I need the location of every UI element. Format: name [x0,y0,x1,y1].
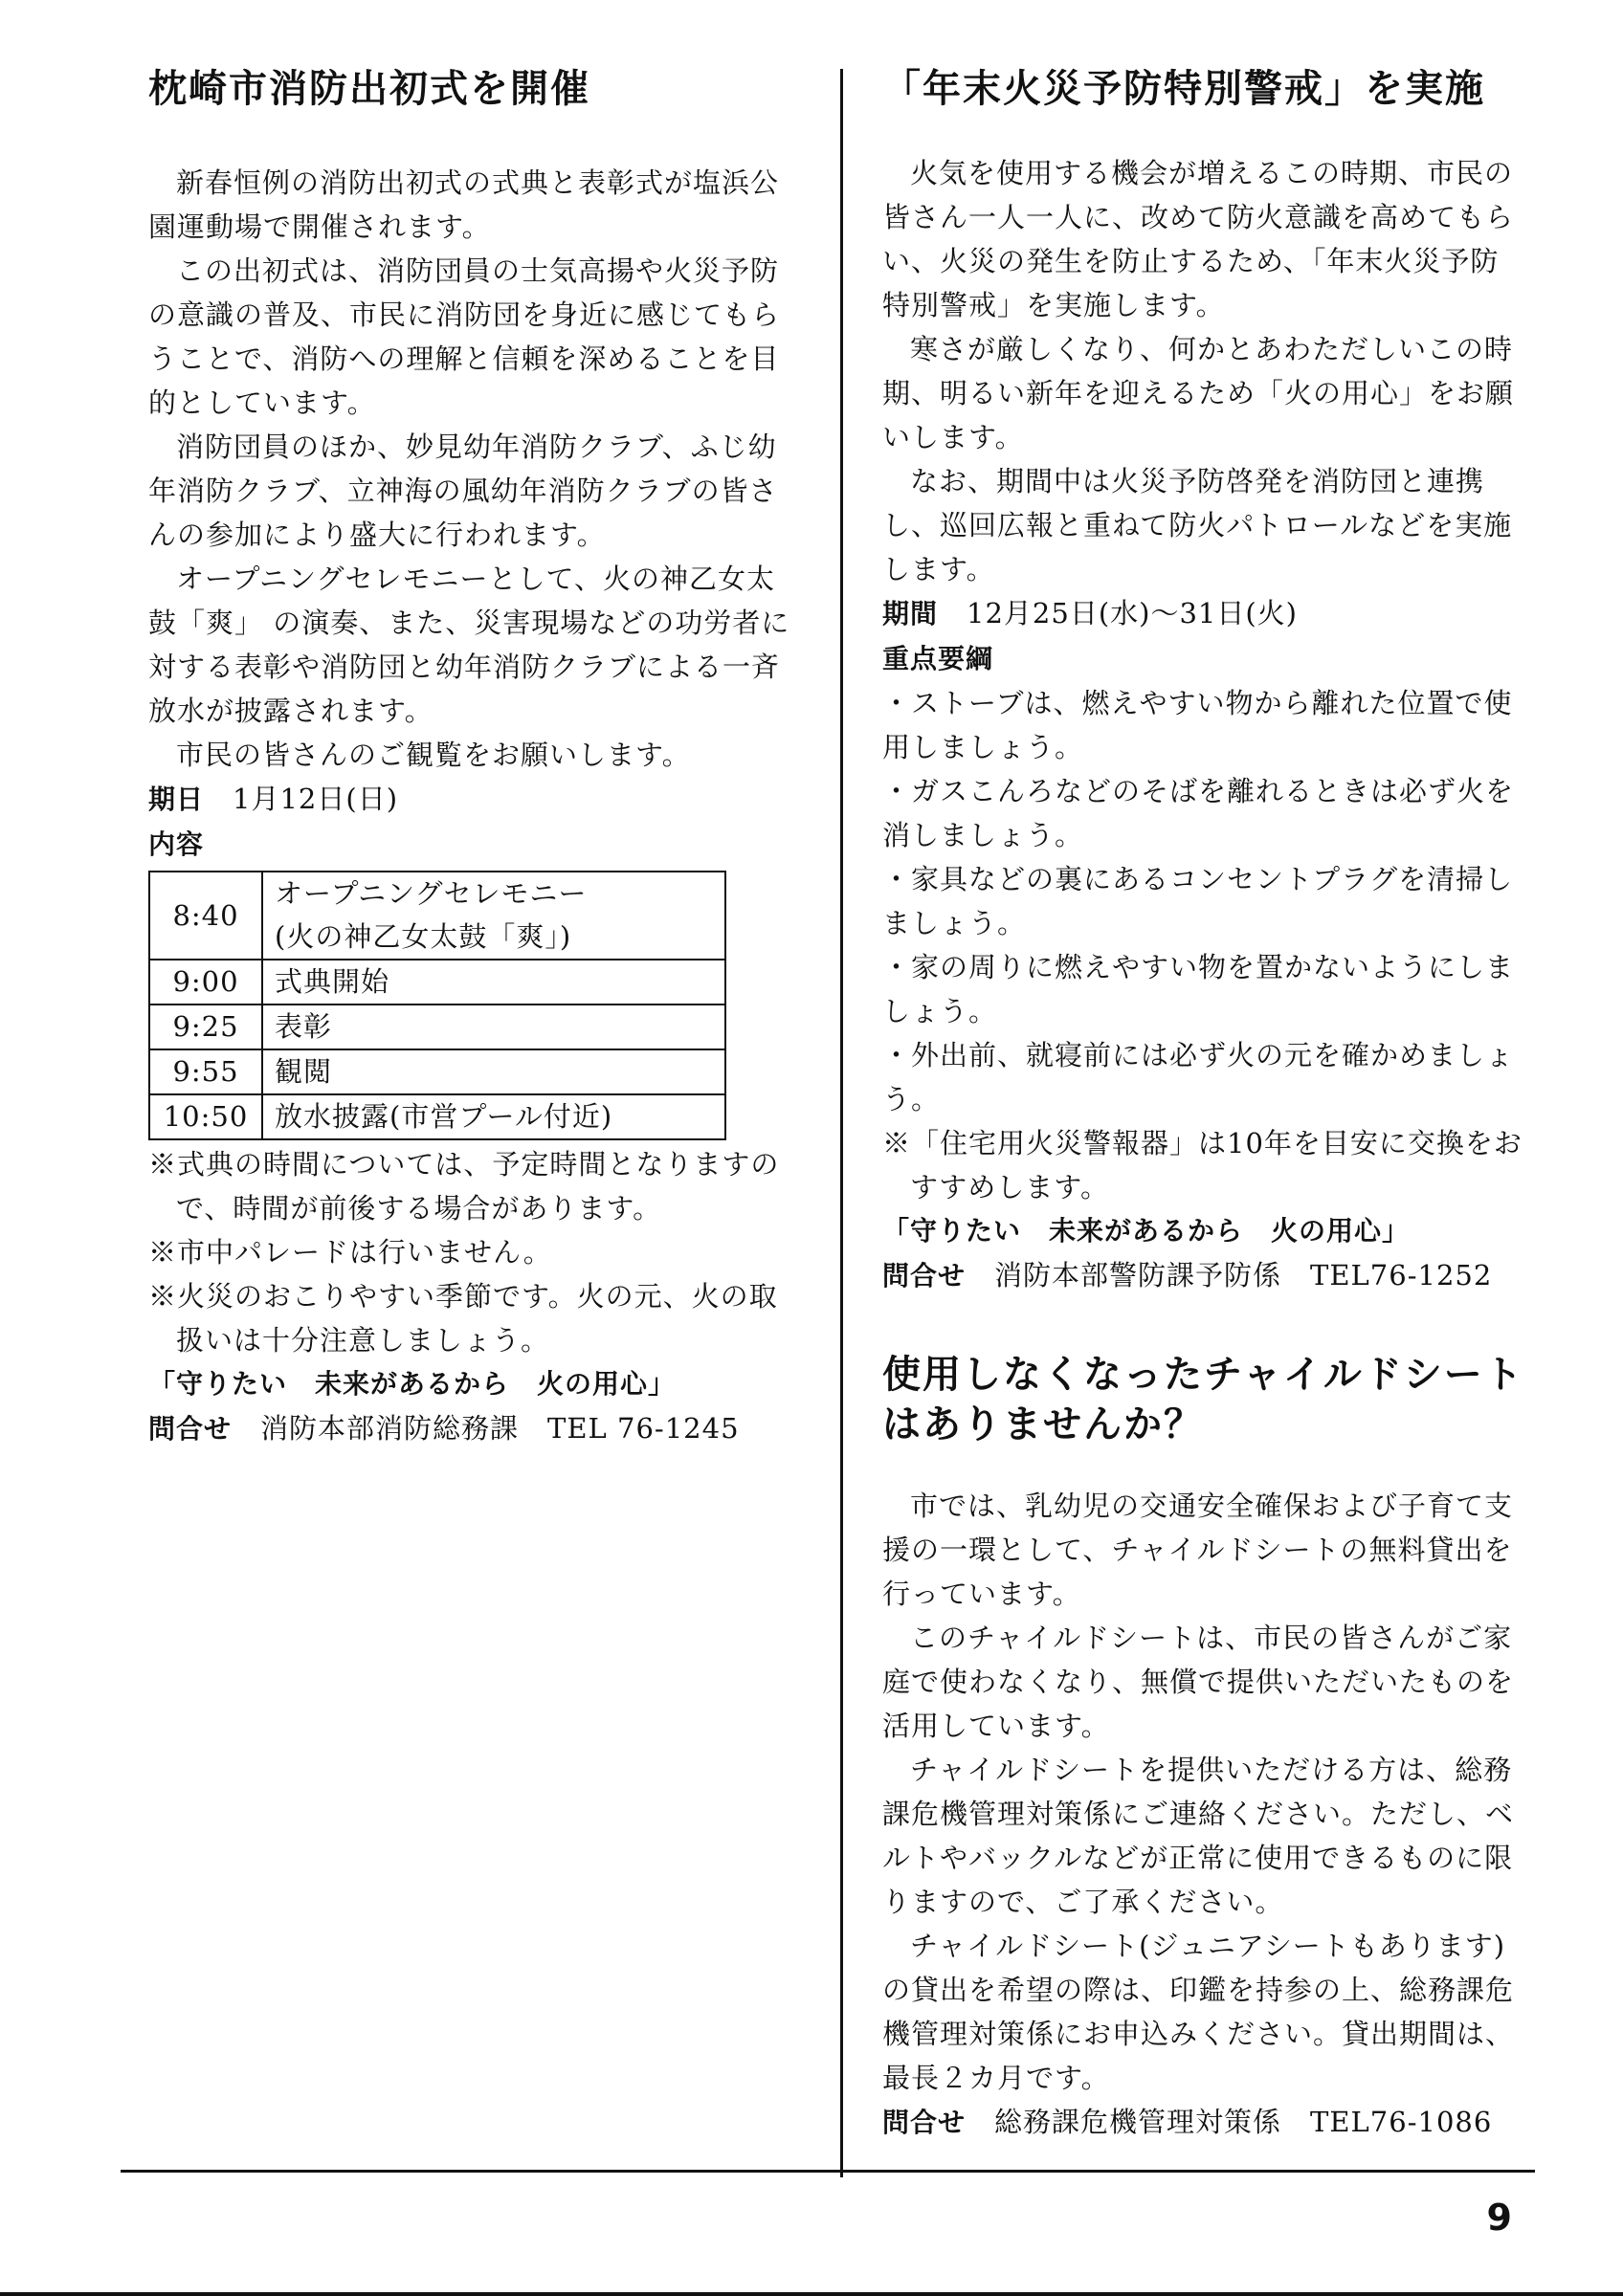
note: ※火災のおこりやすい季節です。火の元、火の取扱いは十分注意しましょう。 [148,1280,778,1357]
article-title-child-seat [882,1350,1525,1449]
note: ※市中パレードは行いません。 [148,1236,552,1269]
contact-row [882,1253,1525,1298]
date-row [148,777,799,822]
schedule-item [262,872,725,960]
list-item: ・家具などの裏にあるコンセントプラグを清掃しましょう。 [882,863,1514,939]
date-value: 1月12日(日) [233,783,399,815]
schedule-time: 9:55 [149,1049,262,1094]
article-title-dezomeshiki: 枕崎市消防出初式を開催 [148,67,590,111]
period-row [882,591,1525,636]
list-item: ・ストーブは、燃えやすい物から離れた位置で使用しましょう。 [882,687,1513,763]
schedule-time: 9:25 [149,1004,262,1049]
paragraph: 新春恒例の消防出初式の式典と表彰式が塩浜公園運動場で開催されます。 [148,166,780,243]
paragraph: 寒さが厳しくなり、何かとあわただしいこの時期、明るい新年を迎えるため「火の用心」をお願いします。 [882,333,1515,453]
column-divider [840,69,843,2177]
paragraph: 市民の皆さんのご観覧をお願いします。 [176,739,691,771]
list-item: ・外出前、就寝前には必ず火の元を確かめましょう。 [882,1039,1515,1115]
contact-label: 問合せ [148,1413,233,1445]
paragraph: この出初式は、消防団員の士気高揚や火災予防の意識の普及、市民に消防団を身近に感じてもらうことで、消防への理解と信頼を深めることを目的としています。 [148,254,781,419]
contact-label: 問合せ [882,1260,967,1292]
schedule-time: 9:00 [149,960,262,1004]
table-row [149,960,725,1004]
paragraph: このチャイルドシートは、市民の皆さんがご家庭で使わなくなり、無償で提供いただいたものを活用しています。 [882,1622,1515,1742]
period-label: 期間 [882,598,939,629]
contact-value: 消防本部警防課予防係 TEL76-1252 [994,1259,1493,1292]
paragraph: オープニングセレモニーとして、火の神乙女太鼓「爽」 の演奏、また、災害現場などの功労者に対する表彰や消防団と幼年消防クラブによる一斉放水が披露されます。 [148,563,790,727]
contact-label: 問合せ [882,2107,967,2138]
note: ※「住宅用火災警報器」は10年を目安に交換をおすすめします。 [882,1127,1523,1203]
schedule-item-line2: (火の神乙女太鼓「爽」) [275,920,572,953]
schedule-time: 8:40 [149,872,262,960]
page-bottom-edge [0,2292,1623,2296]
right-column [882,0,1525,2145]
contact-row [148,1406,799,1451]
contact-value: 消防本部消防総務課 TEL 76-1245 [260,1412,740,1445]
table-row [149,1004,725,1049]
date-label: 期日 [148,784,205,815]
content-row [148,822,799,867]
list-item: ・家の周りに燃えやすい物を置かないようにしましょう。 [882,951,1515,1027]
schedule-item: 観閲 [262,1049,725,1094]
paragraph: なお、期間中は火災予防啓発を消防団と連携し、巡回広報と重ねて防火パトロールなどを実施します。 [882,465,1513,585]
fire-safety-slogan: 「守りたい 未来があるから 火の用心」 [882,1215,1411,1247]
paragraph: 火気を使用する機会が増えるこの時期、市民の皆さん一人一人に、改めて防火意識を高めてもらい、火災の発生を防止するため、「年末火災予防特別警戒」を実施します。 [882,157,1515,321]
table-row [149,872,725,960]
schedule-item: 式典開始 [262,960,725,1004]
schedule-table [148,871,726,1140]
note: ※式典の時間については、予定時間となりますので、時間が前後する場合があります。 [148,1148,780,1225]
paragraph: 市では、乳幼児の交通安全確保および子育て支援の一環として、チャイルドシートの無料貸出を行っています。 [882,1490,1514,1610]
schedule-item: 放水披露(市営プール付近) [262,1094,725,1139]
schedule-item-line1: オープニングセレモニー [275,877,588,910]
key-points-label: 重点要綱 [882,643,994,674]
footer-rule [121,2170,1535,2173]
title-line: 使用しなくなったチャイルドシート [882,1353,1524,1397]
key-points-row [882,636,1525,681]
period-value: 12月25日(水)～31日(火) [967,597,1298,629]
table-row [149,1094,725,1139]
paragraph: 消防団員のほか、妙見幼年消防クラブ、ふじ幼年消防クラブ、立神海の風幼年消防クラブの皆さんの参加により盛大に行われます。 [148,430,778,551]
page-number: 9 [1486,2197,1512,2239]
schedule-item: 表彰 [262,1004,725,1049]
list-item: ・ガスこんろなどのそばを離れるときは必ず火を消しましょう。 [882,775,1515,851]
paragraph: チャイルドシートを提供いただける方は、総務課危機管理対策係にご連絡ください。ただし、ベルトやバックルなどが正常に使用できるものに限りますので、ご了承ください。 [882,1754,1515,1918]
left-column [148,0,799,1451]
schedule-time: 10:50 [149,1094,262,1139]
article-title-year-end-fire-prevention: 「年末火災予防特別警戒」を実施 [882,67,1485,111]
contact-row [882,2100,1525,2145]
contact-value: 総務課危機管理対策係 TEL76-1086 [994,2106,1493,2138]
fire-safety-slogan: 「守りたい 未来があるから 火の用心」 [148,1368,677,1400]
content-label: 内容 [148,828,205,860]
paragraph: チャイルドシート(ジュニアシートもあります)の貸出を希望の際は、印鑑を持参の上、総務課危機管理対策係にお申込みください。貸出期間は、最長２カ月です。 [882,1930,1515,2094]
title-line: はありませんか？ [882,1402,1204,1446]
table-row [149,1049,725,1094]
